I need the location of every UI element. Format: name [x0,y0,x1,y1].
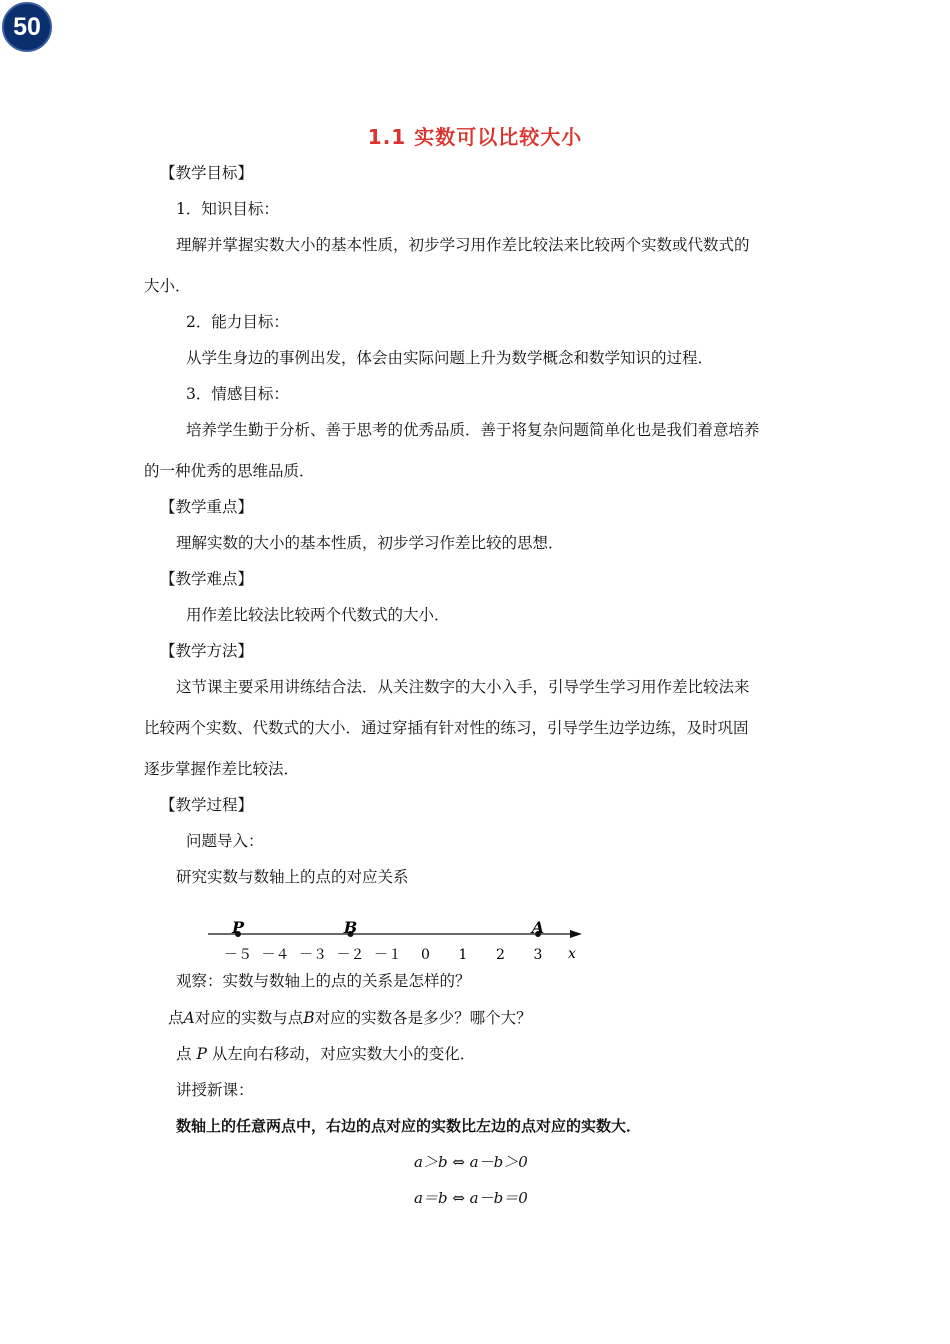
tick-label: 3 [533,947,543,963]
number-line-figure [200,912,600,970]
axis-arrow-icon [570,930,582,938]
observe-text: 观察：实数与数轴上的点的关系是怎样的？ [176,972,471,990]
goal3-text-line1: 培养学生勤于分析、善于思考的优秀品质．善于将复杂问题简单化也是我们着意培养 [186,421,760,439]
question-post: 对应的实数各是多少？哪个大？ [314,1009,532,1027]
goal1-text-line1: 理解并掌握实数大小的基本性质，初步学习用作差比较法来比较两个实数或代数式的 [176,236,750,254]
point-label: B [343,918,358,937]
move-text [176,1044,475,1064]
axis-label-x: x [568,946,576,962]
move-post: 从左向右移动，对应实数大小的变化． [206,1045,476,1063]
page-title: 1.1 实数可以比较大小 [367,125,583,149]
tick-label: －１ [374,947,402,963]
difficulty-text: 用作差比较法比较两个代数式的大小． [186,606,450,624]
number-line-ticks [224,947,542,963]
question-mid: 对应的实数与点 [194,1009,304,1027]
goals-heading: 【教学目标】 [160,164,254,182]
page-number-badge: 50 [2,2,52,52]
tick-label: 0 [421,947,430,963]
tick-label: －３ [299,947,327,963]
intro-text: 研究实数与数轴上的点的对应关系 [176,868,409,886]
goal3-label: 3．情感目标： [186,385,289,403]
formula-equal: a＝b ⇔ a－b＝0 [414,1189,528,1207]
process-heading: 【教学过程】 [160,796,254,814]
method-text-line3: 逐步掌握作差比较法． [144,760,300,778]
point-b-ref: B [303,1009,315,1027]
point-a-ref: A [183,1009,195,1027]
tick-label: －５ [224,947,252,963]
goal1-text-line2: 大小． [144,277,191,295]
tick-label: －２ [336,947,365,963]
goal3-text-line2: 的一种优秀的思维品质． [144,462,315,480]
question-text [168,1008,532,1028]
method-text-line2: 比较两个实数、代数式的大小．通过穿插有针对性的练习，引导学生边学边练，及时巩固 [144,719,749,737]
point-p-ref: P [196,1045,207,1063]
key-text: 理解实数的大小的基本性质，初步学习作差比较的思想． [176,534,564,552]
newlesson-label: 讲授新课： [176,1081,254,1099]
difficulty-heading: 【教学难点】 [160,570,254,588]
tick-label: 1 [458,947,468,963]
method-heading: 【教学方法】 [160,642,254,660]
tick-label: 2 [496,947,505,963]
rule-statement: 数轴上的任意两点中，右边的点对应的实数比左边的点对应的实数大． [176,1117,642,1135]
key-heading: 【教学重点】 [160,498,254,516]
question-pre: 点 [168,1009,184,1027]
goal2-label: 2．能力目标： [186,313,289,331]
intro-label: 问题导入： [186,832,264,850]
tick-label: －４ [261,947,290,963]
goal2-text: 从学生身边的事例出发，体会由实际问题上升为数学概念和数学知识的过程． [186,349,714,367]
formula-greater: a＞b ⇔ a－b＞0 [414,1153,528,1171]
method-text-line1: 这节课主要采用讲练结合法．从关注数字的大小入手，引导学生学习用作差比较法来 [176,678,750,696]
goal1-label: 1．知识目标： [176,200,279,218]
move-pre: 点 [176,1045,197,1063]
point-label: P [231,918,245,937]
point-label: A [531,918,545,937]
